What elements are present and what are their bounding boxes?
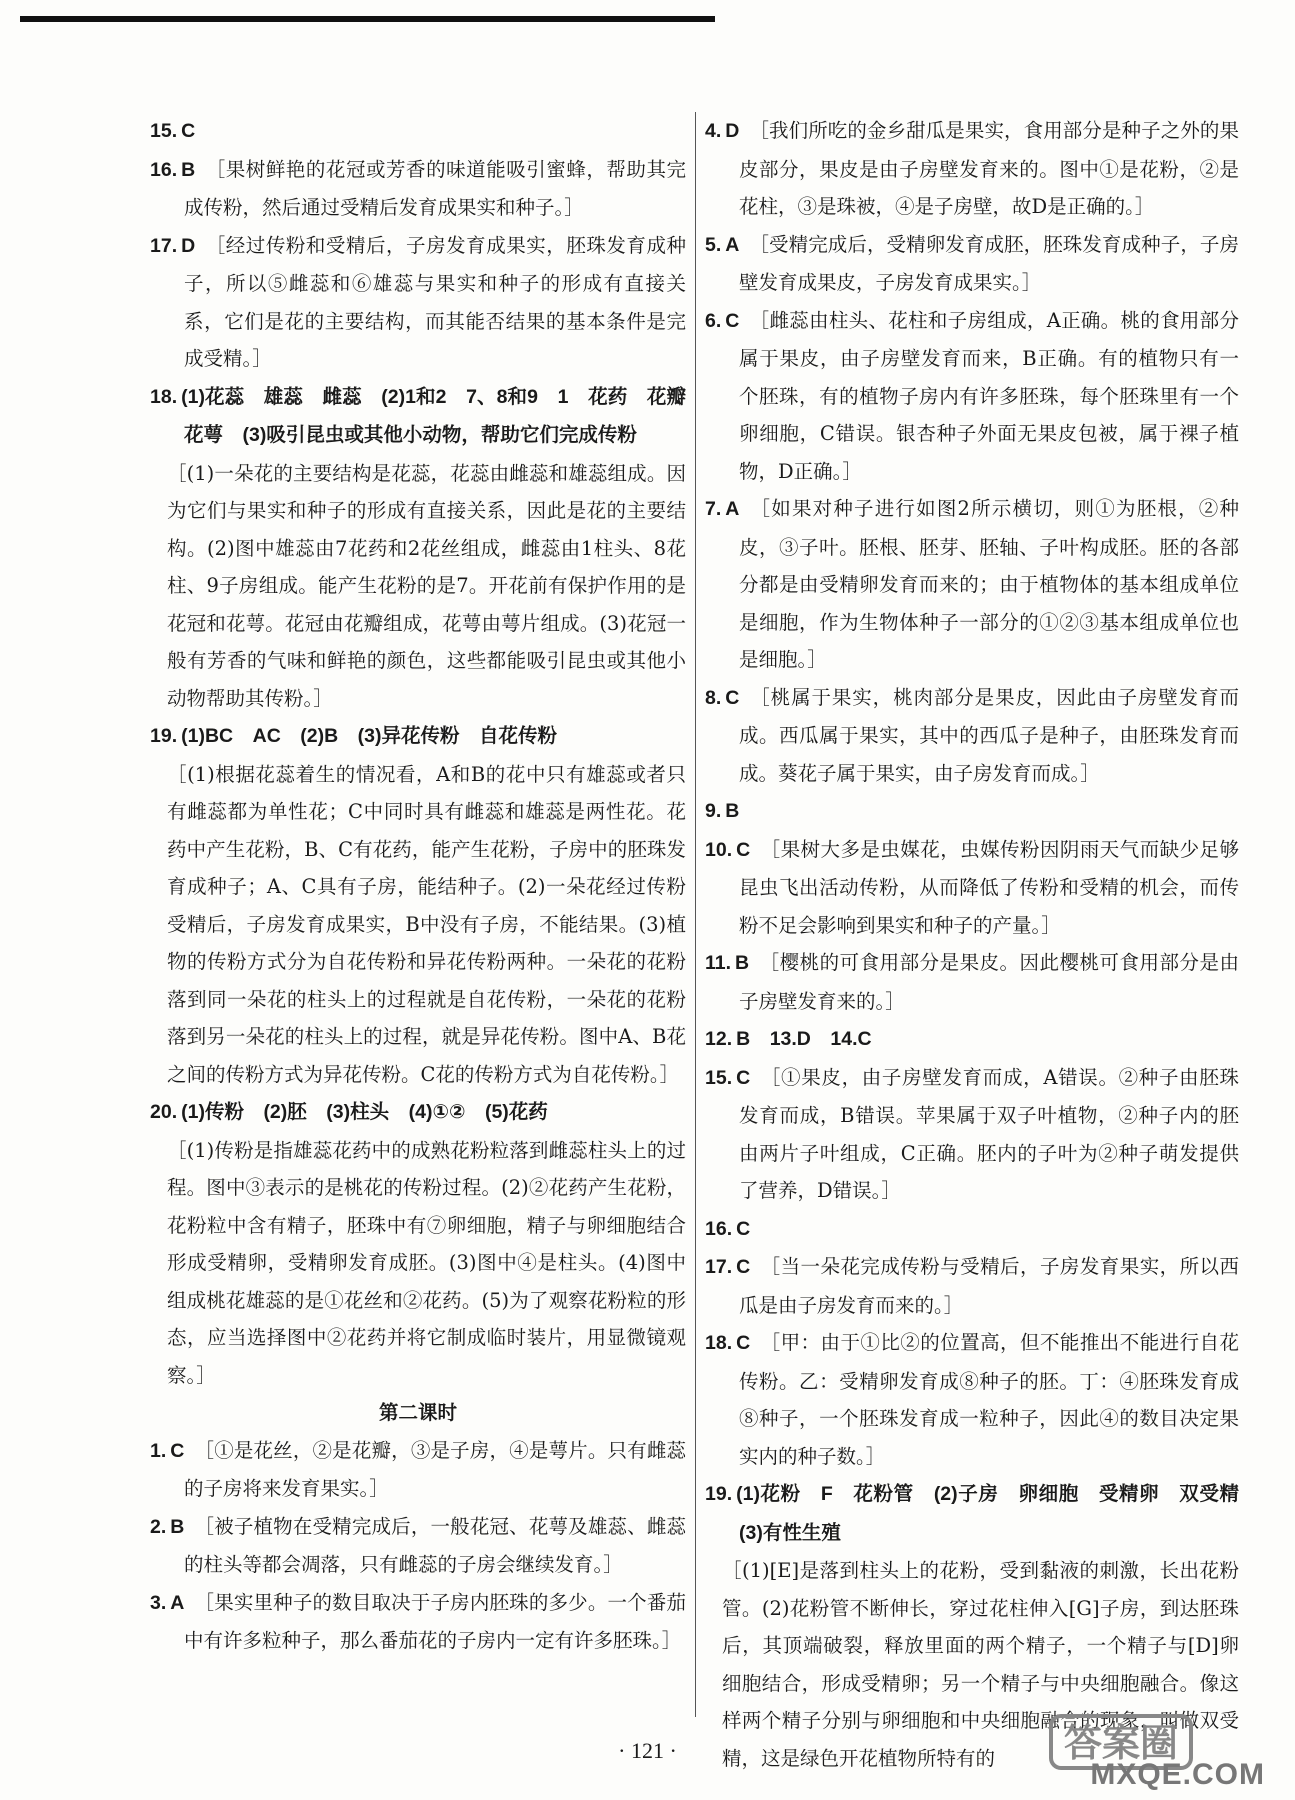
question-number: 18. — [150, 385, 178, 408]
answer-key: B — [735, 952, 750, 974]
watermark-logo-text: 答案圈 — [1063, 1721, 1179, 1765]
question-number: 1. — [150, 1439, 167, 1462]
answer-explanation-block: ［(1)一朵花的主要结构是花蕊，花蕊由雌蕊和雄蕊组成。因为它们与果实和种子的形成有直接关系，因此是花的主要结构。(2)图中雄蕊由7花药和2花丝组成，雌蕊由1柱头、8花柱、9子房组成。能产生花粉的是7。开花前有保护作用的是花冠和花萼。花冠由花瓣组成，花萼由萼片组成。(3)花冠一般有芳香的气味和鲜艳的颜色，这些都能吸引昆虫或其他小动物帮助其传粉。］ — [167, 461, 686, 710]
answer-key: (1)传粉 (2)胚 (3)柱头 (4)①② (5)花药 — [181, 1101, 548, 1123]
question-number: 18. — [705, 1332, 733, 1354]
question-number: 17. — [150, 234, 178, 257]
answer-explanation: ［雌蕊由柱头、花柱和子房组成，A正确。桃的食用部分属于果皮，由子房壁发育而来，B正确。有的植物只有一个胚珠，有的植物子房内有许多胚珠，每个胚珠里有一个卵细胞，C错误。银杏种子外面无果皮包被，属于裸子植物，D正确。］ — [739, 308, 1239, 483]
answer-item — [150, 1432, 686, 1508]
left-column — [150, 112, 706, 1660]
answer-explanation: ［果树大多是虫媒花，虫媒传粉因阴雨天气而缺少足够昆虫飞出活动传粉，从而降低了传粉和受精的机会，而传粉不足会影响到果实和种子的产量。］ — [739, 837, 1239, 937]
answer-explanation-block: ［(1)[E]是落到柱头上的花粉，受到黏液的刺激，长出花粉管。(2)花粉管不断伸长，穿过花柱伸入[G]子房，到达胚珠后，其顶端破裂，释放里面的两个精子，一个精子与[D]卵细胞结合，形成受精卵；另一个精子与中央细胞融合。像这样两个精子分别与卵细胞和中央细胞融合的现象，叫做双受精，这是绿色开花植物所特有的 — [722, 1559, 1239, 1770]
column-divider — [695, 112, 696, 1717]
answer-explanation: ［受精完成后，受精卵发育成胚，胚珠发育成种子，子房壁发育成果皮，子房发育成果实。］ — [739, 232, 1239, 294]
answer-key: A — [725, 233, 740, 256]
header-rule — [20, 16, 715, 22]
answer-item — [705, 944, 1239, 1020]
answer-key: B 13.D 14.C — [736, 1028, 872, 1050]
answer-key: C — [736, 1332, 751, 1354]
answer-explanation: ［果实里种子的数目取决于子房内胚珠的多少。一个番茄中有许多粒种子，那么番茄花的子房内一定有许多胚珠。］ — [184, 1590, 686, 1652]
answer-explanation: ［被子植物在受精完成后，一般花冠、花萼及雄蕊、雌蕊的柱头等都会凋落，只有雌蕊的子房会继续发育。］ — [184, 1514, 686, 1576]
answer-explanation: ［①果皮，由子房壁发育而成，A错误。②种子由胚珠发育而成，B错误。苹果属于双子叶植物，②种子内的胚由两片子叶组成，C正确。胚内的子叶为②种子萌发提供了营养，D错误。］ — [739, 1065, 1239, 1202]
question-number: 8. — [705, 686, 722, 709]
answer-explanation: ［我们所吃的金乡甜瓜是果实，食用部分是种子之外的果皮部分，果皮是由子房壁发育来的。图中①是花粉，②是花柱，③是珠被，④是子房壁，故D是正确的。］ — [739, 119, 1239, 218]
answer-explanation: ［经过传粉和受精后，子房发育成果实，胚珠发育成种子，所以⑤雌蕊和⑥雄蕊与果实和种子的形成有直接关系，它们是花的主要结构，而其能否结果的基本条件是完成受精。］ — [184, 233, 686, 370]
question-number: 9. — [705, 800, 722, 822]
answer-item — [705, 1324, 1239, 1475]
answer-key: A — [170, 1591, 185, 1614]
answer-key: D — [725, 120, 740, 142]
answer-key: C — [736, 838, 751, 861]
answer-item — [150, 1584, 686, 1660]
answer-key: (1)花粉 F 花粉管 (2)子房 卵细胞 受精卵 双受精 (3)有性生殖 — [736, 1483, 1259, 1544]
answer-item — [705, 1248, 1239, 1324]
question-number: 16. — [150, 158, 178, 181]
question-number: 12. — [705, 1028, 733, 1050]
answer-item — [150, 717, 686, 756]
answer-explanation-block: ［(1)根据花蕊着生的情况看，A和B的花中只有雄蕊或者只有雌蕊都为单性花；C中同时具有雌蕊和雄蕊是两性花。花药中产生花粉，B、C有花药，能产生花粉，子房中的胚珠发育成种子；A、C具有子房，能结种子。(2)一朵花经过传粉受精后，子房发育成果实，B中没有子房，不能结果。(3)植物的传粉方式分为自花传粉和异花传粉两种。一朵花的花粉落到同一朵花的柱头上的过程就是自花传粉，一朵花的花粉落到另一朵花的柱头上的过程，就是异花传粉。图中A、B花之间的传粉方式为异花传粉。C花的传粉方式为自花传粉。］ — [167, 762, 686, 1086]
answer-key: B — [181, 158, 196, 181]
section-title: 第二课时 — [378, 1401, 457, 1424]
answer-explanation: ［如果对种子进行如图2所示横切，则①为胚根，②种皮，③子叶。胚根、胚芽、胚轴、子叶构成胚。胚的各部分都是由受精卵发育而来的；由于植物体的基本组成单位是细胞，作为生物体种子一部分的①②③基本组成单位也是细胞。］ — [739, 497, 1239, 671]
watermark-site: MXQE.COM — [1090, 1758, 1265, 1791]
answer-item — [150, 151, 686, 227]
answer-key: C — [181, 120, 196, 142]
answer-key: C — [725, 686, 740, 709]
answer-key: C — [736, 1217, 751, 1240]
question-number: 20. — [150, 1101, 178, 1123]
answer-key: D — [181, 234, 196, 257]
answer-item — [705, 226, 1239, 302]
answer-explanation: ［①是花丝，②是花瓣，③是子房，④是萼片。只有雌蕊的子房将来发育果实。］ — [184, 1438, 686, 1500]
question-number: 15. — [150, 120, 178, 142]
question-number: 19. — [150, 725, 178, 747]
answer-item — [150, 1093, 686, 1132]
question-number: 7. — [705, 498, 722, 520]
question-number: 15. — [705, 1066, 733, 1089]
question-number: 5. — [705, 233, 722, 256]
answer-key: C — [725, 309, 740, 332]
answer-item — [705, 792, 1239, 831]
answer-key: B — [170, 1515, 185, 1538]
answer-explanation: ［当一朵花完成传粉与受精后，子房发育果实，所以西瓜是由子房发育而来的。］ — [739, 1255, 1239, 1317]
question-number: 4. — [705, 120, 722, 142]
answer-item — [705, 1059, 1239, 1210]
answer-item — [705, 1475, 1259, 1552]
answer-key: B — [725, 800, 740, 822]
answer-explanation: ［樱桃的可食用部分是果皮。因此樱桃可食用部分是由子房壁发育来的。］ — [739, 951, 1239, 1013]
answer-explanation: ［甲：由于①比②的位置高，但不能推出不能进行自花传粉。乙：受精卵发育成⑧种子的胚。丁：④胚珠发育成⑧种子，一个胚珠发育成一粒种子，因此④的数目决定果实内的种子数。］ — [739, 1331, 1239, 1468]
question-number: 16. — [705, 1217, 733, 1240]
question-number: 19. — [705, 1483, 733, 1505]
answer-key: C — [170, 1439, 185, 1462]
answer-item — [705, 1210, 1239, 1249]
answer-item — [150, 227, 686, 378]
answer-key: A — [725, 498, 740, 520]
answer-item — [705, 679, 1239, 793]
answer-item — [150, 112, 686, 151]
answer-explanation: ［果树鲜艳的花冠或芳香的味道能吸引蜜蜂，帮助其完成传粉，然后通过受精后发育成果实和种子。］ — [184, 157, 686, 219]
page-number: · 121 · — [618, 1738, 677, 1763]
answer-item — [150, 1508, 686, 1584]
answer-item — [705, 1020, 1239, 1059]
question-number: 17. — [705, 1256, 733, 1278]
answer-explanation-block: ［(1)传粉是指雄蕊花药中的成熟花粉粒落到雌蕊柱头上的过程。图中③表示的是桃花的传粉过程。(2)②花药产生花粉，花粉粒中含有精子，胚珠中有⑦卵细胞，精子与卵细胞结合形成受精卵，受精卵发育成胚。(3)图中④是柱头。(4)图中组成桃花雄蕊的是①花丝和②花药。(5)为了观察花粉粒的形态，应当选择图中②花药并将它制成临时装片，用显微镜观察。］ — [167, 1138, 686, 1387]
question-number: 11. — [705, 952, 732, 974]
answer-explanation: ［桃属于果实，桃肉部分是果皮，因此由子房壁发育而成。西瓜属于果实，其中的西瓜子是种子，由胚珠发育而成。葵花子属于果实，由子房发育而成。］ — [739, 685, 1239, 785]
answer-key: C — [736, 1256, 751, 1278]
question-number: 6. — [705, 309, 722, 332]
answer-item — [705, 831, 1239, 945]
page-number-value: 121 — [631, 1738, 664, 1763]
answer-item — [705, 112, 1239, 226]
answer-item — [705, 490, 1239, 679]
question-number: 3. — [150, 1591, 167, 1614]
question-number: 10. — [705, 838, 733, 861]
question-number: 2. — [150, 1515, 167, 1538]
answer-item — [150, 378, 706, 455]
answer-key: C — [736, 1066, 751, 1089]
answer-key: (1)花蕊 雄蕊 雌蕊 (2)1和2 7、8和9 1 花药 花瓣 花萼 (3)吸引昆虫或其他小动物，帮助它们完成传粉 — [181, 385, 706, 446]
answer-item — [705, 302, 1239, 491]
answer-key: (1)BC AC (2)B (3)异花传粉 自花传粉 — [181, 725, 558, 747]
